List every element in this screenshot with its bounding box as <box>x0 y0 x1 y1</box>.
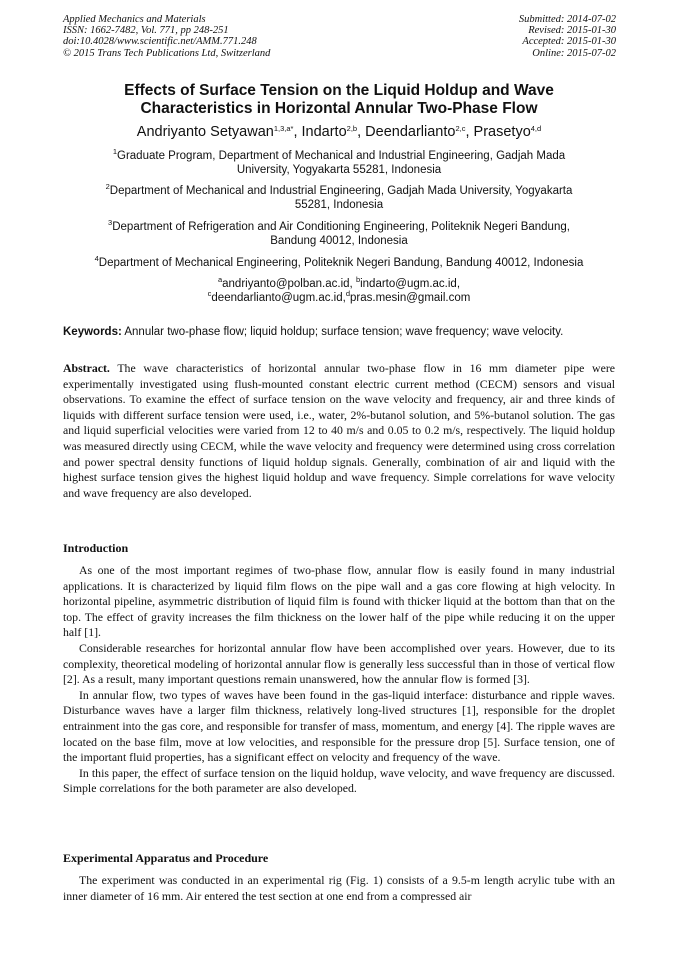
email-separator: , <box>456 278 461 290</box>
affiliation-text: Department of Mechanical Engineering, Politeknik Negeri Bandung, Bandung 40012, Indonesia <box>98 257 584 269</box>
affiliation-text: Graduate Program, Department of Mechanical and Industrial Engineering, Gadjah Mada <box>117 150 566 162</box>
author-name: Andriyanto Setyawan <box>136 124 274 140</box>
paragraph: In this paper, the effect of surface tension on the liquid holdup, wave velocity, and wave frequency are discussed. Simple correlations for the both parameter are also developed. <box>63 765 615 796</box>
affiliation-text: Department of Mechanical and Industrial Engineering, Gadjah Mada University, Yogyakarta <box>109 185 573 197</box>
abstract <box>63 361 615 501</box>
email-link[interactable]: pras.mesin@gmail.com <box>350 292 471 304</box>
copyright-line: © 2015 Trans Tech Publications Ltd, Switzerland <box>63 47 271 59</box>
email-link[interactable]: deendarlianto@ugm.ac.id <box>211 292 343 304</box>
paragraph: The experiment was conducted in an experimental rig (Fig. 1) consists of a 9.5-m length acrylic tube with an inner diameter of 16 mm. Air entered the test section at one end from a compressed air <box>63 873 615 903</box>
affiliation-text: University, Yogyakarta 55281, Indonesia <box>236 164 442 176</box>
affiliation-number: 4 <box>94 254 99 263</box>
affiliation-text: Bandung 40012, Indonesia <box>270 235 408 247</box>
email-mark: b <box>355 275 361 284</box>
submitted-date: Submitted: 2014-07-02 <box>518 14 616 25</box>
abstract-text: The wave characteristics of horizontal annular two-phase flow in 16 mm diameter pipe were experimentally investigated using flush-mounted constant electric current method (CECM) sensors and visual observations. To examine the effect of surface tension on the wave velocity and frequency, air and three kinds of liquids with different surface tension were used, i.e., water, 2%-butanol solution, and 5%-butanol solution. The gas and liquid superficial velocities were varied from 12 to 40 m/s and 0.05 to 0.2 m/s, respectively. The liquid holdup was measured directly using CECM, while the wave velocity and frequency were determined using cross correlation and power spectral density functions of liquid holdup signals. Generally, combination of air and liquid with the highest surface tension gives the highest liquid holdup and wave frequency. Simple correlations for wave velocity and wave frequency are also developed. <box>63 361 615 500</box>
publication-dates <box>519 14 616 59</box>
affiliation-1 <box>75 149 603 177</box>
accepted-date: Accepted: 2015-01-30 <box>522 36 616 48</box>
affiliation-text: 55281, Indonesia <box>294 199 384 211</box>
author-separator: , <box>357 124 366 140</box>
title-line-1: Effects of Surface Tension on the Liquid Holdup and Wave <box>124 82 554 99</box>
paragraph: In annular flow, two types of waves have been found in the gas-liquid interface: disturbance and ripple waves. Disturbance waves have a larger film thickness, relatively long-lived structures [1], responsible for the droplet entrainment into the gas core, and responsible for transfer of mass, momentum, and energy [4]. The ripple waves are located on the base film, move at low velocities, and responsible for the pressure drop [5]. Surface tension, one of the important fluid properties, has a significant effect on velocity and frequency of the wave. <box>63 687 615 765</box>
affiliation-4 <box>63 256 615 270</box>
keywords <box>63 325 615 339</box>
author-name: Prasetyo <box>473 124 531 140</box>
author-affiliation-mark: 2,b <box>346 124 358 133</box>
abstract-label: Abstract. <box>63 361 110 375</box>
email-mark: d <box>345 289 351 298</box>
author-separator: , <box>465 124 474 140</box>
online-date: Online: 2015-07-02 <box>532 47 616 59</box>
author-affiliation-mark: 4,d <box>530 124 542 133</box>
introduction-body <box>63 563 615 797</box>
author-name: Deendarlianto <box>365 124 456 140</box>
journal-name: Applied Mechanics and Materials <box>63 14 206 25</box>
experimental-body <box>63 873 615 904</box>
paragraph: Considerable researches for horizontal annular flow have been accomplished over years. However, due to its complexity, theoretical modeling of horizontal annular flow is generally less successful than in those of vertical flow [2]. As a result, many important questions remain unanswered, how the annular flow is formed [3]. <box>63 640 615 687</box>
paper-title <box>80 82 598 118</box>
section-heading-experimental: Experimental Apparatus and Procedure <box>63 851 269 865</box>
affiliation-number: 1 <box>112 147 118 156</box>
email-mark: a <box>217 275 223 284</box>
issn-line: ISSN: 1662-7482, Vol. 771, pp 248-251 <box>63 25 229 37</box>
email-link[interactable]: andriyanto@polban.ac.id <box>222 278 350 290</box>
author-name: Indarto <box>301 124 347 140</box>
keywords-label: Keywords: <box>63 326 122 338</box>
affiliation-3 <box>75 220 603 248</box>
section-heading-introduction: Introduction <box>63 541 129 555</box>
affiliation-2 <box>75 184 603 212</box>
email-separator: , <box>349 278 356 290</box>
author-emails <box>63 277 615 305</box>
affiliation-number: 2 <box>105 182 110 191</box>
keywords-text: Annular two-phase flow; liquid holdup; surface tension; wave frequency; wave velocity. <box>124 326 564 338</box>
email-link[interactable]: indarto@ugm.ac.id <box>360 278 457 290</box>
author-affiliation-mark: 1,3,a* <box>273 124 294 133</box>
email-mark: c <box>207 289 212 298</box>
journal-info <box>63 14 270 59</box>
doi-line[interactable]: doi:10.4028/www.scientific.net/AMM.771.248 <box>63 36 257 48</box>
title-line-2: Characteristics in Horizontal Annular Two-Phase Flow <box>140 100 538 117</box>
affiliation-text: Department of Refrigeration and Air Conditioning Engineering, Politeknik Negeri Bandung, <box>112 221 570 233</box>
email-separator: , <box>342 292 346 304</box>
author-affiliation-mark: 2,c <box>455 124 466 133</box>
paragraph: As one of the most important regimes of two-phase flow, annular flow is easily found in many industrial applications. It is characterized by liquid film flows on the pipe wall and a gas core flowing at high velocity. In horizontal pipeline, asymmetric distribution of liquid film is found with thicker liquid at the bottom than that on the top. The effect of gravity increases the film thickness on the lower half of the pipe while reducing it on the upper half [1]. <box>63 563 615 640</box>
author-list <box>63 123 615 141</box>
affiliation-number: 3 <box>108 218 113 227</box>
author-separator: , <box>293 124 302 140</box>
revised-date: Revised: 2015-01-30 <box>528 25 616 37</box>
